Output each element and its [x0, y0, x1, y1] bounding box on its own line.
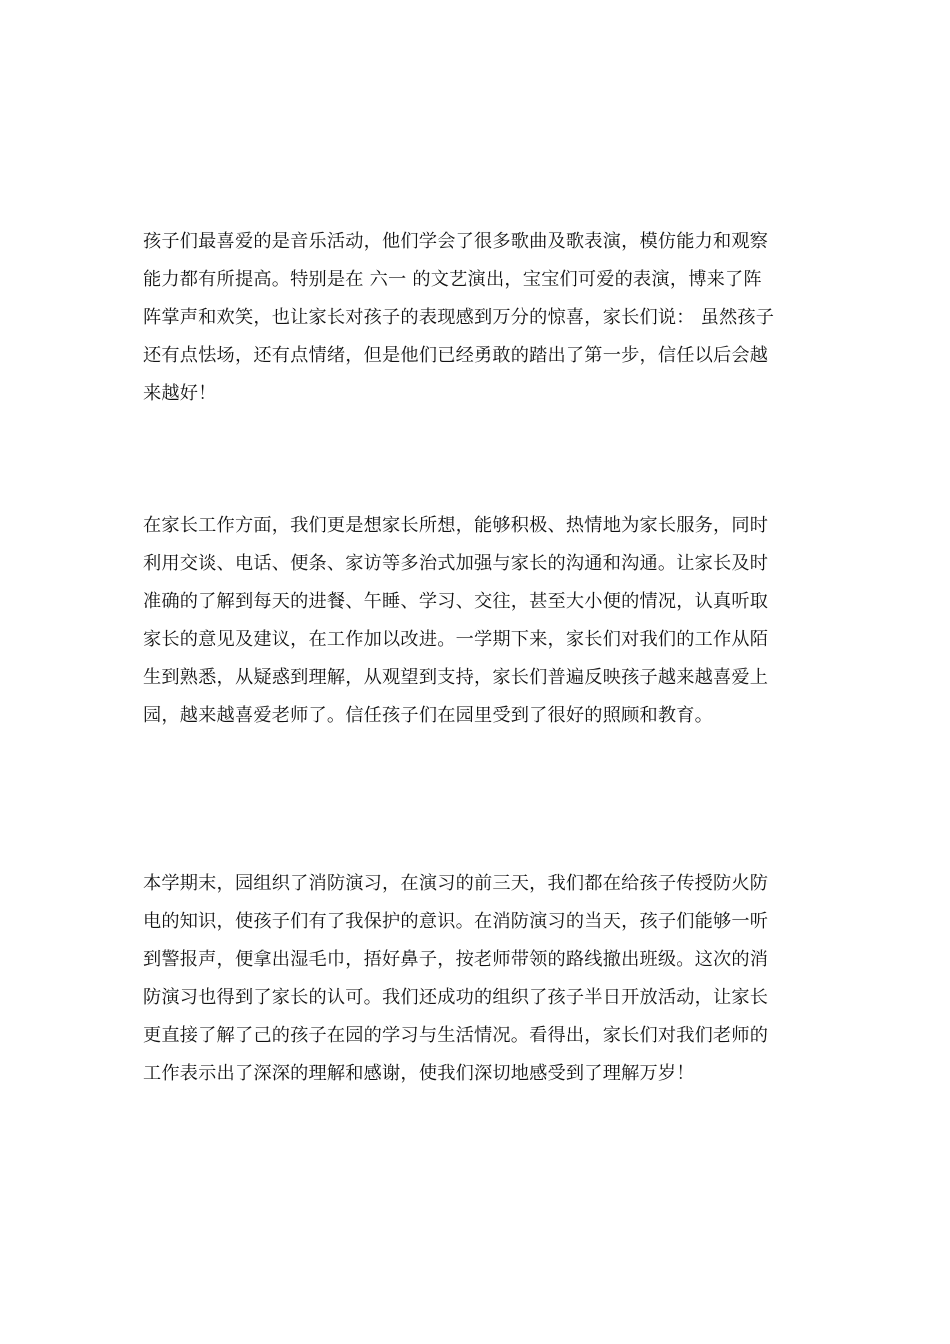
paragraph-line: 园，越来越喜爱老师了。信任孩子们在园里受到了很好的照顾和教育。 — [143, 705, 714, 726]
paragraph-music-activities — [143, 223, 813, 413]
paragraph-line: 准确的了解到每天的进餐、午睡、学习、交往，甚至大小便的情况，认真听取 — [143, 591, 769, 612]
paragraph-line: 家长的意见及建议，在工作加以改进。一学期下来，家长们对我们的工作从陌 — [143, 629, 769, 650]
paragraph-line: 还有点怯场，还有点情绪，但是他们已经勇敢的踏出了第一步，信任以后会越 — [143, 345, 769, 366]
paragraph-line: 本学期末，园组织了消防演习，在演习的前三天，我们都在给孩子传授防火防 — [143, 873, 769, 894]
paragraph-fire-drill — [143, 865, 813, 1093]
paragraph-line: 工作表示出了深深的理解和感谢，使我们深切地感受到了理解万岁！ — [143, 1063, 695, 1084]
paragraph-line: 防演习也得到了家长的认可。我们还成功的组织了孩子半日开放活动，让家长 — [143, 987, 769, 1008]
paragraph-line: 在家长工作方面，我们更是想家长所想，能够积极、热情地为家长服务，同时 — [143, 515, 769, 536]
paragraph-line: 到警报声，便拿出湿毛巾，捂好鼻子，按老师带领的路线撤出班级。这次的消 — [143, 949, 769, 970]
paragraph-line: 电的知识，使孩子们有了我保护的意识。在消防演习的当天，孩子们能够一听 — [143, 911, 769, 932]
paragraph-line: 能力都有所提高。特别是在 六一 的文艺演出，宝宝们可爱的表演，博来了阵 — [143, 269, 762, 290]
paragraph-line: 生到熟悉，从疑惑到理解，从观望到支持，家长们普遍反映孩子越来越喜爱上 — [143, 667, 769, 688]
paragraph-line: 孩子们最喜爱的是音乐活动，他们学会了很多歌曲及歌表演，模仿能力和观察 — [143, 231, 769, 252]
paragraph-line: 利用交谈、电话、便条、家访等多治式加强与家长的沟通和沟通。让家长及时 — [143, 553, 769, 574]
paragraph-line: 阵掌声和欢笑，也让家长对孩子的表现感到万分的惊喜，家长们说： 虽然孩子 — [143, 307, 775, 328]
paragraph-line: 来越好！ — [143, 383, 217, 404]
paragraph-parent-work — [143, 507, 813, 735]
paragraph-line: 更直接了解了己的孩子在园的学习与生活情况。看得出，家长们对我们老师的 — [143, 1025, 769, 1046]
